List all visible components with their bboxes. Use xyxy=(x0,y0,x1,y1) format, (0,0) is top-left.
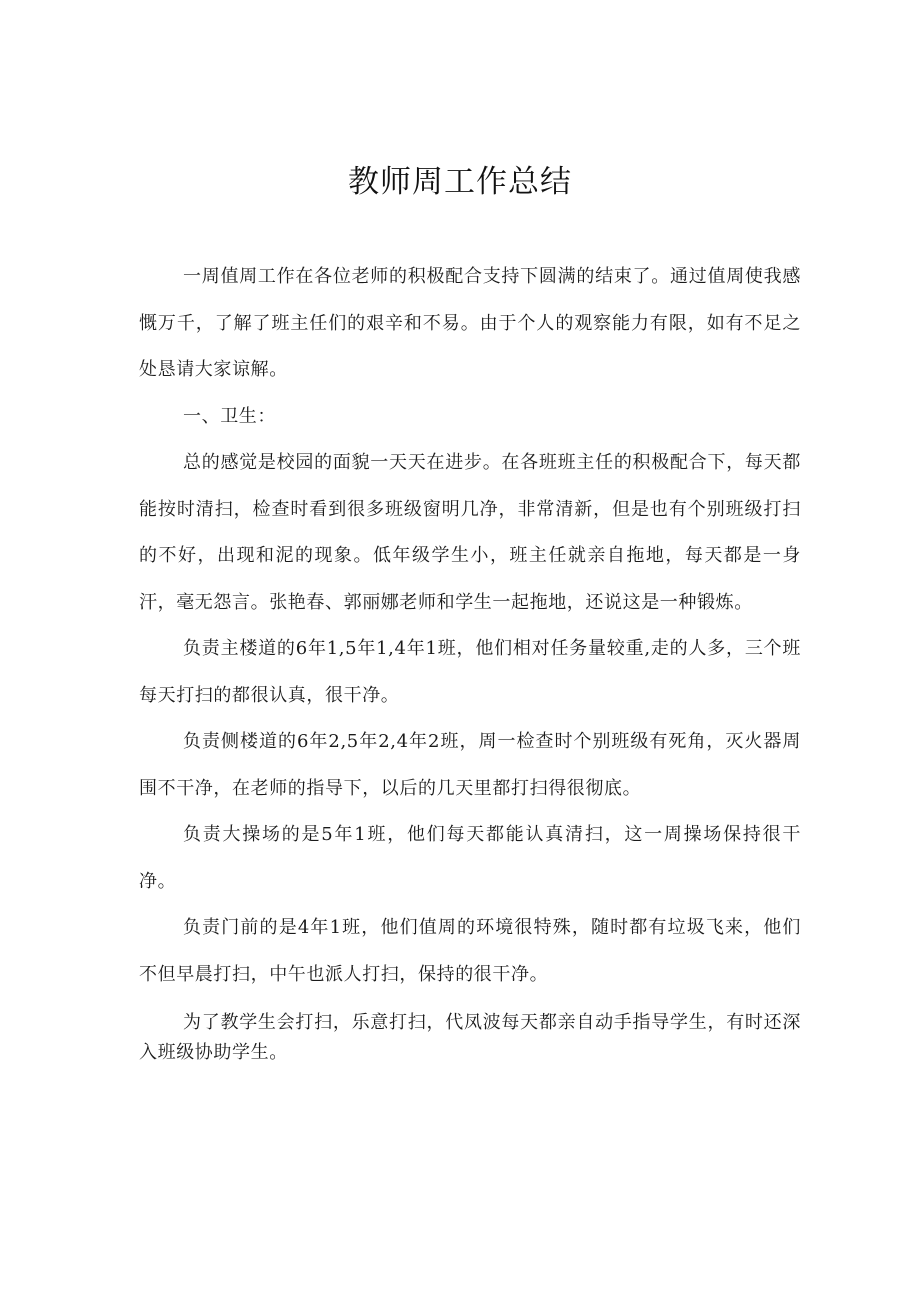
paragraph-teaching-cleaning: 为了教学生会打扫，乐意打扫，代凤波每天都亲自动手指导学生，有时还深入班级协助学生。 xyxy=(139,1012,801,1063)
document-title: 教师周工作总结 xyxy=(348,164,572,200)
paragraph-front-gate: 负责门前的是4年1班，他们值周的环境很特殊，随时都有垃圾飞来，他们不但早晨打扫，中午也派人打扫，保持的很干净。 xyxy=(139,917,801,985)
section-heading-hygiene: 一、卫生： xyxy=(183,405,276,427)
paragraph-overall-impression: 总的感觉是校园的面貌一天天在进步。在各班班主任的积极配合下，每天都能按时清扫，检查时看到很多班级窗明几净，非常清新，但是也有个别班级打扫的不好，出现和泥的现象。低年级学生小，班主任就亲自拖地，每天都是一身汗，毫无怨言。张艳春、郭丽娜老师和学生一起拖地，还说这是一种锻炼。 xyxy=(139,452,801,613)
paragraph-playground: 负责大操场的是5年1班，他们每天都能认真清扫，这一周操场保持很干净。 xyxy=(139,824,801,892)
paragraph-main-corridor: 负责主楼道的6年1,5年1,4年1班，他们相对任务量较重,走的人多，三个班每天打扫的都很认真，很干净。 xyxy=(139,638,801,706)
paragraph-intro: 一周值周工作在各位老师的积极配合支持下圆满的结束了。通过值周使我感慨万千，了解了班主任们的艰辛和不易。由于个人的观察能力有限，如有不足之处恳请大家谅解。 xyxy=(139,266,801,380)
paragraph-side-corridor: 负责侧楼道的6年2,5年2,4年2班，周一检查时个别班级有死角，灭火器周围不干净，在老师的指导下，以后的几天里都打扫得很彻底。 xyxy=(139,731,801,799)
document-body xyxy=(139,254,801,1068)
